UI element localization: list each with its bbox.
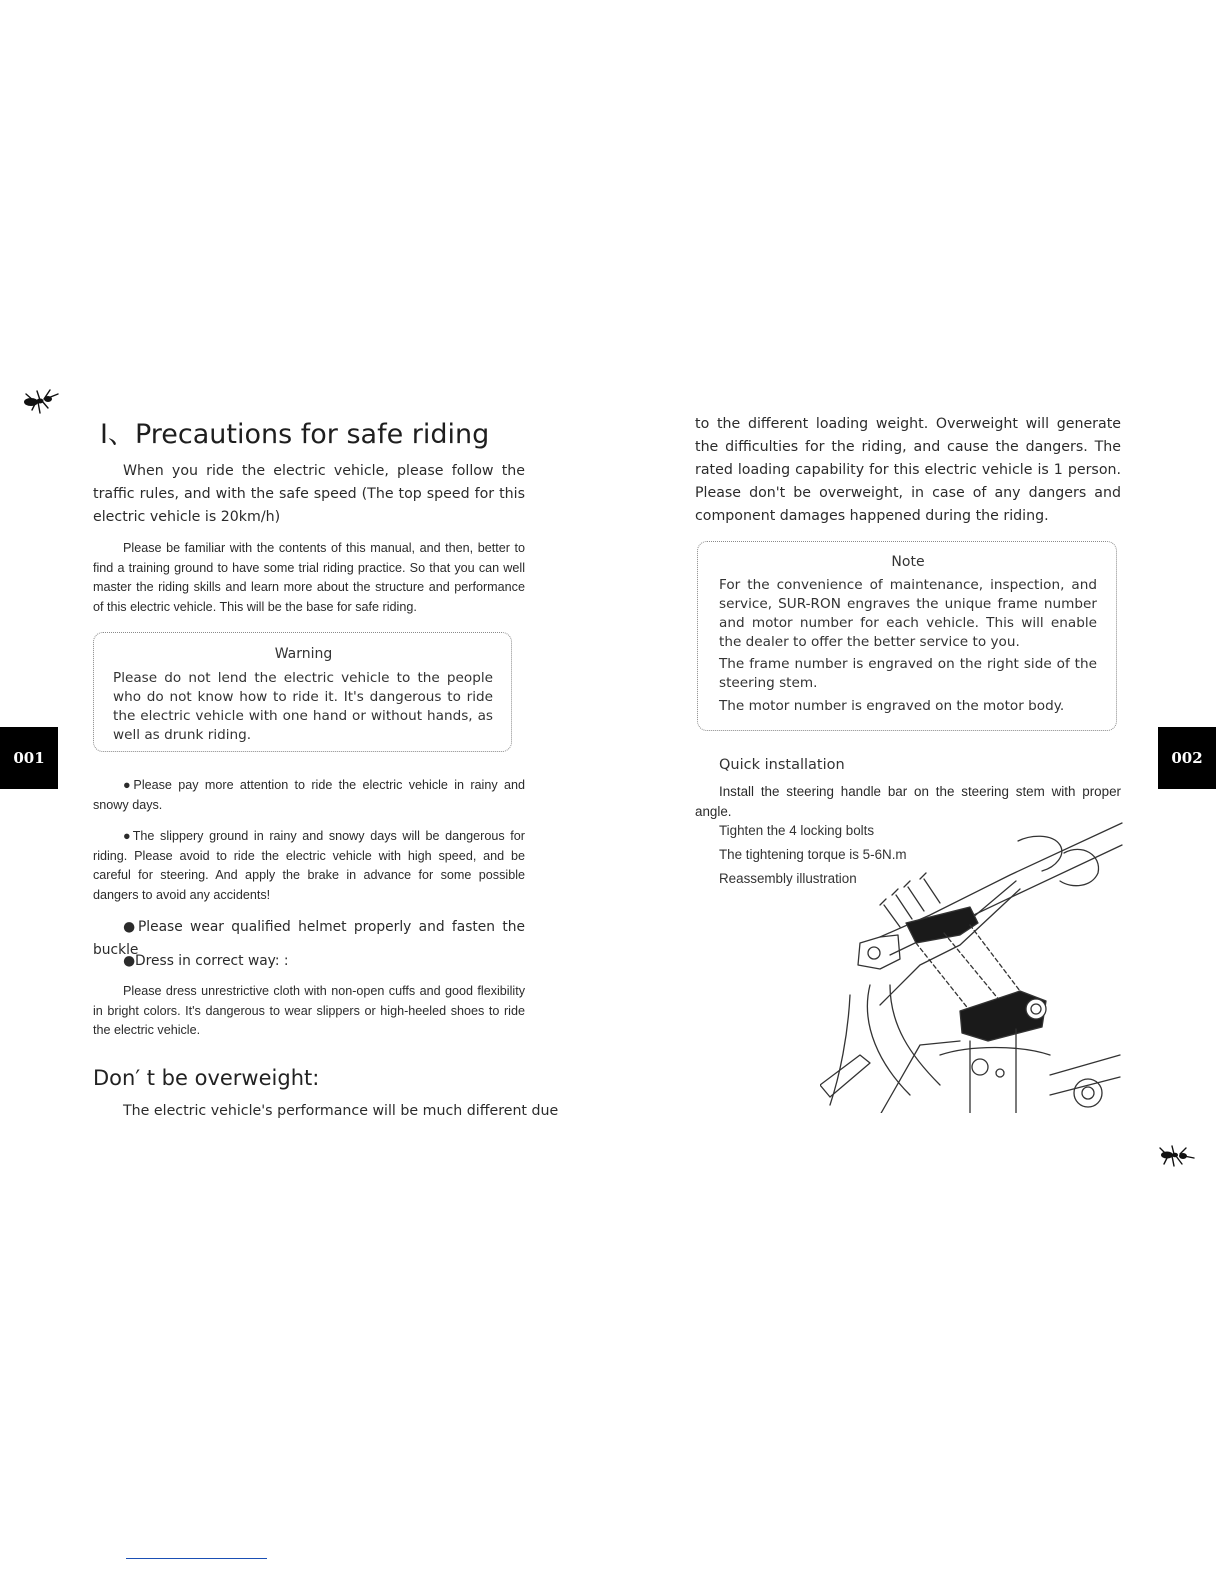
ant-logo-icon xyxy=(20,386,62,420)
bullet-dress: ●Dress in correct way: : xyxy=(123,953,289,969)
overweight-continued: to the different loading weight. Overweight will generate the difficulties for the riding, and cause the dangers. The rated loading capability for this electric vehicle is 1 person. Please don't be overweight, in case of any dangers and component damages happened during the riding. xyxy=(695,416,1121,524)
intro-paragraph: When you ride the electric vehicle, please follow the traffic rules, and with the safe speed (The top speed for this electric vehicle is 20km/h) xyxy=(93,463,525,525)
warning-box xyxy=(93,632,512,752)
warning-title: Warning xyxy=(274,646,333,662)
page-title: I、Precautions for safe riding xyxy=(100,419,490,450)
step-torque: The tightening torque is 5-6N.m xyxy=(719,847,907,862)
handlebar-assembly-illustration xyxy=(820,815,1124,1113)
familiar-paragraph: Please be familiar with the contents of this manual, and then, better to find a training ground to have some trial riding practice. So that you can well master the riding skills and learn more about the structure and performance of this electric vehicle. This will be the base for safe riding. xyxy=(93,541,525,614)
footer-link-line xyxy=(126,1558,267,1559)
bullet-helmet: ●Please wear qualified helmet properly and fasten the buckle xyxy=(93,919,525,958)
overweight-heading: Don′ t be overweight: xyxy=(93,1066,320,1090)
warning-text: Please do not lend the electric vehicle to the people who do not know how to ride it. It's dangerous to ride the electric vehicle with one hand or without hands, as well as drunk riding. xyxy=(113,670,493,743)
install-instruction: Install the steering handle bar on the steering stem with proper angle. xyxy=(695,784,1121,819)
note-paragraph-2: The frame number is engraved on the right side of the steering stem. xyxy=(719,656,1097,691)
page-number-tab-001: 001 xyxy=(0,727,58,789)
note-paragraph-1: For the convenience of maintenance, inspection, and service, SUR-RON engraves the unique frame number and motor number for each vehicle. This will enable the dealer to offer the better service to you. xyxy=(719,577,1097,650)
bullet-slippery: ●The slippery ground in rainy and snowy days will be dangerous for riding. Please avoid to ride the electric vehicle with high speed, and be careful for steering. And apply the brake in advance for some possible dangers to avoid any accidents! xyxy=(93,829,525,902)
note-paragraph-3: The motor number is engraved on the motor body. xyxy=(719,698,1065,714)
bullet-rainy: ●Please pay more attention to ride the electric vehicle in rainy and snowy days. xyxy=(93,778,525,812)
overweight-start: The electric vehicle's performance will be much different due xyxy=(123,1103,559,1119)
step-tighten-bolts: Tighten the 4 locking bolts xyxy=(719,823,875,838)
quick-installation-title: Quick installation xyxy=(719,757,845,773)
step-reassembly: Reassembly illustration xyxy=(719,871,857,886)
note-title: Note xyxy=(891,554,925,570)
ant-logo-icon xyxy=(1158,1144,1198,1174)
page-number-tab-002: 002 xyxy=(1158,727,1216,789)
note-box xyxy=(697,541,1117,731)
dress-paragraph: Please dress unrestrictive cloth with non-open cuffs and good flexibility in bright colors. It's dangerous to wear slippers or high-heeled shoes to ride the electric vehicle. xyxy=(93,984,525,1037)
